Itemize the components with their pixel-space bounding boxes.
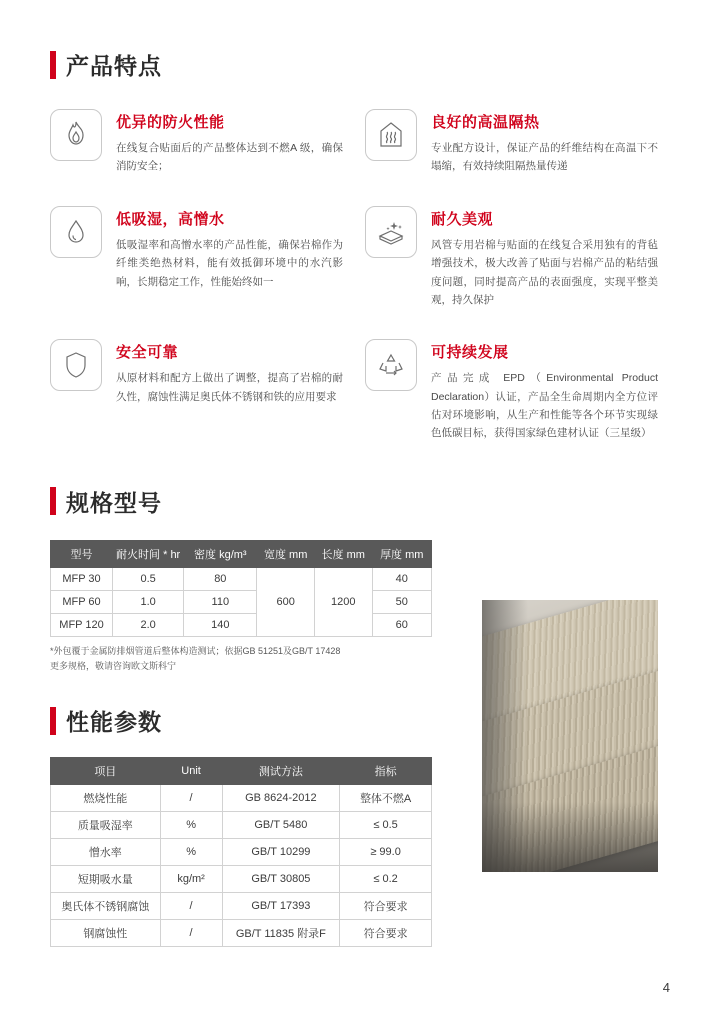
table-header-row [51, 540, 432, 567]
spec-cell-density: 80 [184, 567, 257, 590]
spec-cell-thickness: 50 [372, 590, 431, 613]
feature-title: 低吸湿，高憎水 [116, 210, 225, 228]
feature-title: 耐久美观 [431, 210, 494, 228]
perf-cell-index: 整体不燃A [340, 785, 432, 812]
feature-item [50, 339, 343, 443]
perf-cell-index: ≥ 99.0 [340, 839, 432, 866]
spec-title: 规格型号 [66, 489, 162, 516]
perf-cell-unit: / [160, 785, 222, 812]
perf-table [50, 757, 432, 947]
section-heading-features [50, 48, 708, 81]
spec-col-width: 宽度 mm [257, 540, 315, 567]
feature-item [50, 109, 343, 176]
accent-bar [50, 707, 56, 735]
perf-cell-index: ≤ 0.2 [340, 866, 432, 893]
feature-text: 产品完成 EPD（Environmental Product Declaration）认证，产品全生命周期内全方位评估对环境影响，从生产和性能等各个环节实现绿色低碳目标，获得国家绿色建材认证（三星级） [431, 372, 658, 440]
spec-cell-density: 110 [184, 590, 257, 613]
perf-col-unit: Unit [160, 758, 222, 785]
sparkle-surface-icon [365, 206, 417, 258]
spec-cell-thickness: 60 [372, 613, 431, 636]
perf-cell-item: 憎水率 [51, 839, 161, 866]
photo-shadow-bottom [482, 802, 658, 872]
feature-body [431, 109, 658, 176]
spec-cell-model: MFP 60 [51, 590, 113, 613]
perf-cell-method: GB/T 10299 [222, 839, 340, 866]
feature-text: 在线复合贴面后的产品整体达到不燃A 级，确保消防安全； [116, 142, 343, 173]
perf-col-index: 指标 [340, 758, 432, 785]
perf-title: 性能参数 [66, 709, 162, 736]
spec-cell-fire-time: 0.5 [113, 567, 184, 590]
perf-cell-index: ≤ 0.5 [340, 812, 432, 839]
feature-title: 优异的防火性能 [116, 114, 225, 131]
perf-cell-unit: kg/m² [160, 866, 222, 893]
section-heading-spec [50, 485, 708, 518]
feature-body [116, 206, 343, 291]
perf-cell-item: 钢腐蚀性 [51, 920, 161, 947]
table-row [51, 866, 432, 893]
feature-item [365, 109, 658, 176]
page-number: 4 [662, 980, 670, 995]
perf-cell-unit: / [160, 893, 222, 920]
features-grid [50, 109, 658, 443]
feature-text: 专业配方设计，保证产品的纤维结构在高温下不塌缩，有效持续阻隔热量传递 [431, 142, 658, 173]
table-row [51, 590, 432, 613]
spec-cell-model: MFP 120 [51, 613, 113, 636]
table-row [51, 920, 432, 947]
spec-col-density: 密度 kg/m³ [184, 540, 257, 567]
spec-cell-thickness: 40 [372, 567, 431, 590]
perf-cell-unit: % [160, 839, 222, 866]
perf-cell-method: GB/T 17393 [222, 893, 340, 920]
feature-body [431, 339, 658, 443]
perf-cell-method: GB/T 5480 [222, 812, 340, 839]
page-root [0, 48, 708, 1017]
perf-cell-item: 质量吸湿率 [51, 812, 161, 839]
table-row [51, 812, 432, 839]
feature-text: 风管专用岩棉与贴面的在线复合采用独有的背毡增强技术，极大改善了贴面与岩棉产品的粘结强度问题，同时提高产品的表面强度，实现平整美观，持久保护 [431, 238, 658, 306]
table-row [51, 785, 432, 812]
spec-cell-model: MFP 30 [51, 567, 113, 590]
recycle-icon [365, 339, 417, 391]
table-row [51, 567, 432, 590]
product-photo [482, 600, 658, 872]
spec-cell-width: 600 [257, 567, 315, 636]
table-row [51, 893, 432, 920]
perf-cell-unit: % [160, 812, 222, 839]
shield-icon [50, 339, 102, 391]
feature-title: 良好的高温隔热 [431, 114, 540, 131]
page-title: 产品特点 [66, 53, 162, 79]
spec-col-model: 型号 [51, 540, 113, 567]
feature-body [431, 206, 658, 310]
flame-icon [50, 109, 102, 161]
perf-cell-method: GB/T 30805 [222, 866, 340, 893]
perf-cell-index: 符合要求 [340, 920, 432, 947]
perf-cell-unit: / [160, 920, 222, 947]
feature-item [365, 206, 658, 310]
perf-col-item: 项目 [51, 758, 161, 785]
feature-text: 从原材料和配方上做出了调整，提高了岩棉的耐久性，腐蚀性满足奥氏体不锈钢和铁的应用要求 [116, 372, 343, 403]
feature-title: 安全可靠 [116, 344, 179, 362]
spec-col-thickness: 厚度 mm [372, 540, 431, 567]
table-row [51, 613, 432, 636]
perf-cell-item: 短期吸水量 [51, 866, 161, 893]
table-row [51, 839, 432, 866]
perf-cell-item: 燃烧性能 [51, 785, 161, 812]
spec-note [50, 644, 470, 675]
perf-cell-item: 奥氏体不锈钢腐蚀 [51, 893, 161, 920]
spec-cell-fire-time: 2.0 [113, 613, 184, 636]
spec-cell-fire-time: 1.0 [113, 590, 184, 613]
feature-body [116, 339, 343, 406]
spec-cell-density: 140 [184, 613, 257, 636]
feature-body [116, 109, 343, 176]
spec-col-fire-time: 耐火时间 * hr [113, 540, 184, 567]
spec-note-line2: 更多规格，敬请咨询欧文斯科宁 [50, 661, 177, 672]
feature-item [365, 339, 658, 443]
perf-col-method: 测试方法 [222, 758, 340, 785]
accent-bar [50, 51, 56, 79]
spec-note-line1: *外包覆于金属防排烟管道后整体构造测试；依据GB 51251及GB/T 17428 [50, 645, 341, 656]
feature-item [50, 206, 343, 310]
accent-bar [50, 487, 56, 515]
feature-title: 可持续发展 [431, 344, 509, 362]
water-drop-icon [50, 206, 102, 258]
feature-text: 低吸湿率和高憎水率的产品性能，确保岩棉作为纤维类绝热材料，能有效抵御环境中的水汽影响，长期稳定工作，性能始终如一 [116, 238, 343, 288]
spec-col-length: 长度 mm [314, 540, 372, 567]
heat-insulation-icon [365, 109, 417, 161]
spec-table [50, 540, 432, 637]
perf-cell-index: 符合要求 [340, 893, 432, 920]
table-header-row [51, 758, 432, 785]
spec-cell-length: 1200 [314, 567, 372, 636]
perf-cell-method: GB/T 11835 附录F [222, 920, 340, 947]
perf-cell-method: GB 8624-2012 [222, 785, 340, 812]
